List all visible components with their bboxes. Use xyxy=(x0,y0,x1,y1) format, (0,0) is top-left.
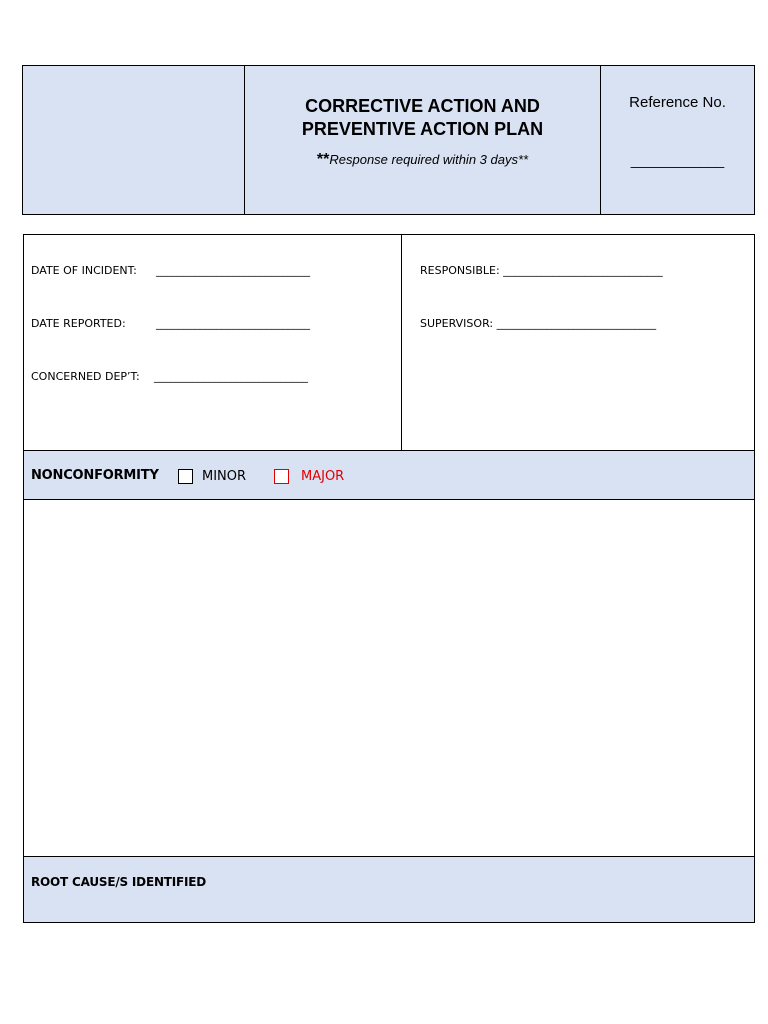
date-of-incident-input[interactable]: ____________________________ xyxy=(156,264,310,277)
date-reported-field xyxy=(31,317,310,330)
form-title-line2: PREVENTIVE ACTION PLAN xyxy=(301,119,544,139)
supervisor-field xyxy=(420,317,656,330)
incident-info-right xyxy=(402,235,754,450)
supervisor-label: SUPERVISOR: xyxy=(420,317,494,330)
minor-label: MINOR xyxy=(202,469,247,484)
logo-placeholder xyxy=(23,66,245,214)
response-note xyxy=(245,151,600,169)
response-note-text: Response required within 3 days** xyxy=(329,152,529,167)
responsible-field xyxy=(420,264,663,277)
incident-info-left xyxy=(24,235,402,450)
date-reported-input[interactable]: ____________________________ xyxy=(156,317,310,330)
response-note-stars: ** xyxy=(316,151,330,168)
concerned-dept-input[interactable]: ____________________________ xyxy=(154,370,308,383)
incident-info-row xyxy=(24,235,754,451)
responsible-label: RESPONSIBLE: xyxy=(420,264,500,277)
title-cell xyxy=(245,66,601,214)
date-of-incident-label: DATE OF INCIDENT: xyxy=(31,264,137,277)
minor-checkbox[interactable] xyxy=(178,469,193,484)
concerned-dept-label: CONCERNED DEP’T: xyxy=(31,370,140,383)
nonconformity-description-area[interactable] xyxy=(24,500,754,857)
major-label: MAJOR xyxy=(301,469,345,484)
reference-cell xyxy=(601,66,754,214)
form-header xyxy=(22,65,755,215)
root-cause-row xyxy=(24,857,754,922)
form-title xyxy=(245,95,600,141)
nonconformity-row xyxy=(24,451,754,500)
major-checkbox[interactable] xyxy=(274,469,289,484)
form-title-line1: CORRECTIVE ACTION AND xyxy=(305,96,540,116)
supervisor-input[interactable]: _____________________________ xyxy=(496,317,657,330)
nonconformity-title: NONCONFORMITY xyxy=(31,468,159,483)
reference-field[interactable]: ____________ xyxy=(630,152,725,168)
date-reported-label: DATE REPORTED: xyxy=(31,317,126,330)
reference-label: Reference No. xyxy=(629,94,726,111)
date-of-incident-field xyxy=(31,264,310,277)
root-cause-title: ROOT CAUSE/S IDENTIFIED xyxy=(31,875,207,889)
capa-form xyxy=(23,234,755,923)
concerned-dept-field xyxy=(31,370,308,383)
responsible-input[interactable]: _____________________________ xyxy=(503,264,663,277)
